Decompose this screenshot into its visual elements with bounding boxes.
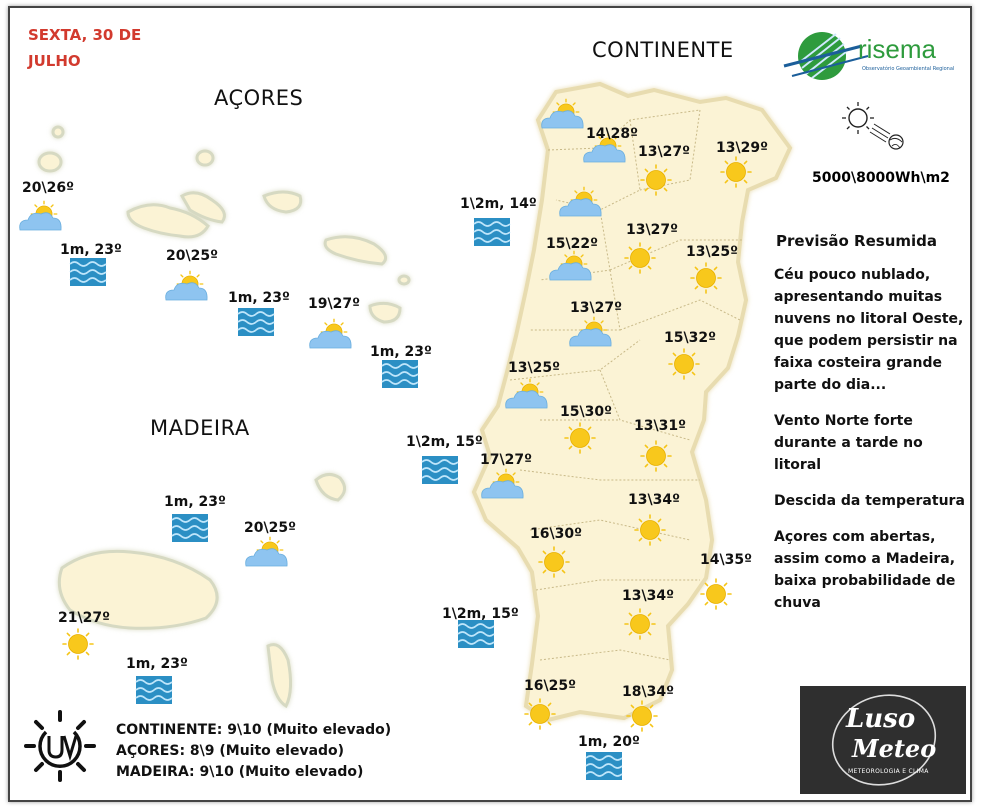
- sun-icon: [701, 579, 731, 609]
- waves-icon: [238, 308, 274, 336]
- sun-cloud-icon: [166, 271, 207, 300]
- azores-islands: [39, 127, 409, 322]
- sea-label: 1m, 23º: [370, 344, 432, 360]
- azores-weather-icons: [20, 201, 418, 388]
- temp-label: 13\27º: [570, 300, 622, 316]
- sea-label: 1m, 23º: [228, 290, 290, 306]
- temp-label: 13\25º: [686, 244, 738, 260]
- uv-icon: [26, 712, 94, 780]
- summary-paragraph: Açores com abertas, assim como a Madeira, baixa probabilidade de chuva: [774, 529, 956, 611]
- sun-cloud-icon: [20, 201, 61, 230]
- summary-paragraph: Céu pouco nublado, apresentando muitas nuvens no litoral Oeste, que podem persistir na faixa costeira grande parte do dia...: [774, 267, 964, 393]
- sun-cloud-icon: [310, 319, 351, 348]
- temp-label: 13\34º: [628, 492, 680, 508]
- waves-icon: [422, 456, 458, 484]
- temp-label: 17\27º: [480, 452, 532, 468]
- temp-label: 19\27º: [308, 296, 360, 312]
- summary-paragraph: Descida da temperatura: [774, 493, 965, 509]
- sea-label: 1m, 23º: [164, 494, 226, 510]
- temp-label: 15\32º: [664, 330, 716, 346]
- risema-tagline: Observatório Geoambiental Regional: [862, 66, 955, 72]
- temp-label: 13\31º: [634, 418, 686, 434]
- lusometeo-word1: Luso: [846, 704, 916, 734]
- lusometeo-tagline: METEOROLOGIA E CLIMA: [848, 768, 929, 775]
- sea-label: 1\2m, 15º: [442, 606, 519, 622]
- sun-icon: [63, 629, 93, 659]
- sea-label: 1m, 20º: [578, 734, 640, 750]
- temp-label: 13\29º: [716, 140, 768, 156]
- waves-icon: [172, 514, 208, 542]
- forecast-date: SEXTA, 30 DE JULHO: [28, 26, 142, 70]
- risema-logo: [782, 28, 960, 92]
- temp-label: 16\30º: [530, 526, 582, 542]
- title-continente: CONTINENTE: [592, 38, 734, 62]
- solar-irradiance-icon: [842, 102, 903, 149]
- sea-label: 1\2m, 15º: [406, 434, 483, 450]
- summary-paragraph: Vento Norte forte durante a tarde no litoral: [774, 413, 923, 473]
- uv-index-list: [116, 720, 391, 783]
- temp-label: 13\34º: [622, 588, 674, 604]
- waves-icon: [458, 620, 494, 648]
- temp-label: 13\27º: [638, 144, 690, 160]
- temp-label: 13\25º: [508, 360, 560, 376]
- sea-label: 1m, 23º: [126, 656, 188, 672]
- waves-icon: [586, 752, 622, 780]
- sea-label: 1\2m, 14º: [460, 196, 537, 212]
- waves-icon: [136, 676, 172, 704]
- sun-cloud-icon: [246, 537, 287, 566]
- waves-icon: [382, 360, 418, 388]
- temp-label: 20\25º: [166, 248, 218, 264]
- temp-label: 20\25º: [244, 520, 296, 536]
- temp-label: 20\26º: [22, 180, 74, 196]
- temp-label: 18\34º: [622, 684, 674, 700]
- lusometeo-logo: [800, 686, 966, 794]
- forecast-summary: [774, 230, 974, 628]
- uv-madeira: MADEIRA: 9\10 (Muito elevado): [116, 764, 364, 780]
- uv-acores: AÇORES: 8\9 (Muito elevado): [116, 743, 345, 759]
- temp-label: 21\27º: [58, 610, 110, 626]
- uv-continente: CONTINENTE: 9\10 (Muito elevado): [116, 722, 392, 738]
- solar-irradiance-value: 5000\8000Wh\m2: [812, 170, 950, 186]
- temp-label: 14\28º: [586, 126, 638, 142]
- temp-label: 14\35º: [700, 552, 752, 568]
- lusometeo-word2: Meteo: [852, 734, 937, 763]
- temp-label: 13\27º: [626, 222, 678, 238]
- waves-icon: [70, 258, 106, 286]
- sea-label: 1m, 23º: [60, 242, 122, 258]
- temp-label: 15\30º: [560, 404, 612, 420]
- risema-wordmark: risema: [858, 34, 937, 64]
- temp-label: 16\25º: [524, 678, 576, 694]
- summary-heading: Previsão Resumida: [776, 232, 938, 250]
- title-acores: AÇORES: [214, 86, 304, 110]
- temp-label: 15\22º: [546, 236, 598, 252]
- waves-icon: [474, 218, 510, 246]
- title-madeira: MADEIRA: [150, 416, 250, 440]
